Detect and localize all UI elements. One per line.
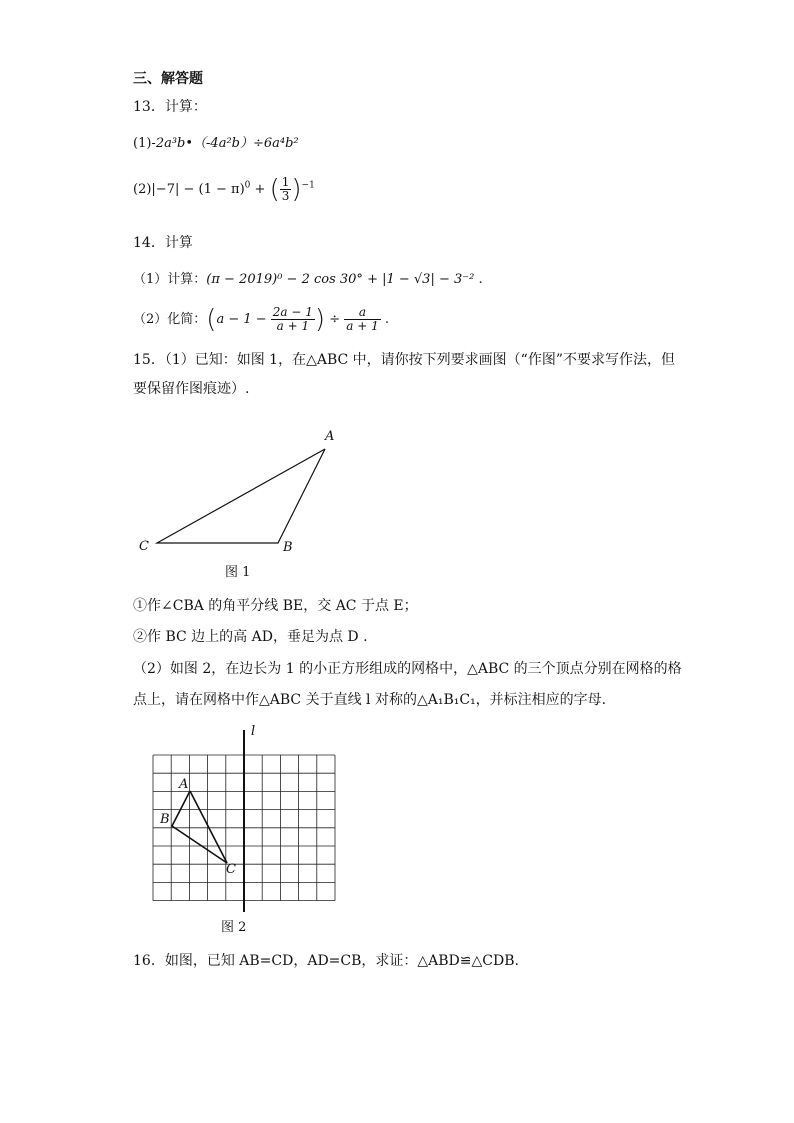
q14-part2-end: .	[384, 312, 390, 327]
fig1-label-a: A	[325, 429, 335, 444]
q14-right-paren: )	[314, 304, 326, 335]
q13-part2-exp0: 0	[244, 180, 251, 191]
section-heading: 三、解答题	[133, 71, 203, 87]
q13-left-paren: (	[269, 174, 280, 205]
q13-part2-exp: −1	[301, 180, 315, 191]
q15-line1: 15．（1）已知：如图 1，在△ABC 中，请你按下列要求画图（“作图”不要求写作法，但	[133, 352, 675, 368]
q14-part2-label: （2）化简：	[133, 312, 207, 327]
q13-part2-abs: |−7|	[151, 182, 180, 197]
fig1-label-b: B	[283, 540, 293, 555]
q13-frac-num: 1	[281, 175, 290, 189]
q15-part2-line1: （2）如图 2，在边长为 1 的小正方形组成的网格中，△ABC 的三个顶点分别在网格的格	[133, 661, 682, 677]
q14-frac2-num: a	[344, 306, 380, 320]
q13-right-paren: )	[291, 174, 302, 205]
fig2-label-b: B	[160, 812, 170, 827]
q13-title: 13．计算：	[133, 99, 207, 115]
q14-title: 14．计算	[133, 235, 193, 251]
q16-text: 16．如图，已知 AB=CD，AD=CB，求证：△ABD≌△CDB.	[133, 953, 519, 969]
q15-part2-line2: 点上，请在网格中作△ABC 关于直线 l 对称的△A₁B₁C₁，并标注相应的字母.	[133, 692, 607, 708]
fig2-label-a: A	[179, 777, 189, 792]
q15-item2: ②作 BC 边上的高 AD，垂足为点 D .	[133, 629, 368, 645]
q14-left-paren: (	[206, 304, 217, 335]
q14-frac1-den: a + 1	[276, 319, 310, 333]
q14-part1-expr: (π − 2019)⁰ − 2 cos 30° + |1 − √3| − 3⁻²	[206, 272, 475, 287]
q13-part2-minus: −	[183, 182, 195, 197]
q13-part2-label: (2)	[133, 182, 152, 197]
q14-part1-end: .	[478, 272, 483, 287]
q14-part2-a: a − 1 −	[216, 312, 267, 327]
fig1-label-c: C	[139, 539, 149, 554]
q15-item1: ①作∠CBA 的角平分线 BE，交 AC 于点 E；	[133, 598, 418, 614]
q13-frac-den: 3	[281, 189, 290, 203]
q13-part2-plus: +	[254, 182, 266, 197]
fig1-caption: 图 1	[225, 565, 251, 580]
q14-part1-label: （1）计算：	[133, 272, 207, 287]
q13-part1-label: (1)	[133, 136, 152, 151]
fig2-caption: 图 2	[221, 920, 247, 935]
q13-part1-expr: -2a³b•（-4a²b）÷6a⁴b²	[151, 136, 299, 151]
q14-part2-div: ÷	[329, 312, 341, 327]
q13-part2-term: (1 − π)	[198, 182, 245, 197]
q15-line2: 要保留作图痕迹）.	[133, 381, 250, 397]
q14-frac1-num: 2a − 1	[272, 305, 313, 319]
fig2-label-c: C	[226, 862, 236, 877]
grid-triangle-abc	[172, 791, 227, 863]
q14-frac2-den: a + 1	[346, 319, 379, 333]
fig2-label-l: l	[251, 724, 256, 739]
